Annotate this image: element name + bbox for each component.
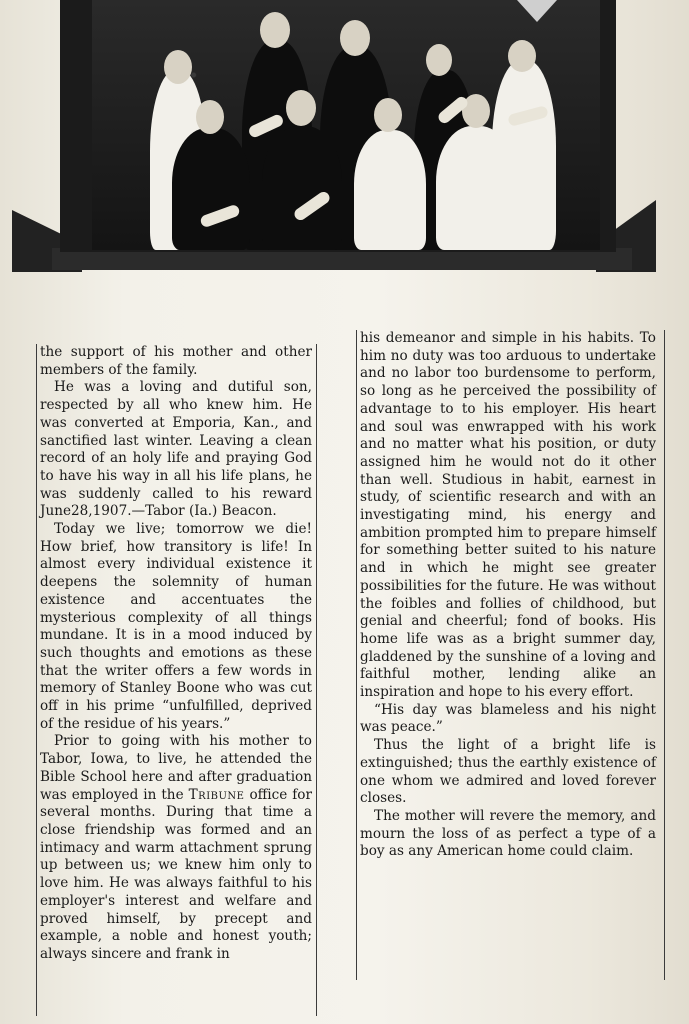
figure-head — [426, 44, 452, 76]
column-rule-right — [664, 330, 665, 980]
star-decoration-icon — [517, 0, 557, 22]
figure-boy-front — [172, 128, 250, 250]
figure-head — [260, 12, 290, 48]
obituary-left-column — [40, 344, 312, 964]
paragraph: his demeanor and simple in his habits. To him no duty was too arduous to undertake and no labor too burdensome to perform, so long as he perceived the possibility of advantage to to his employer. His heart and soul was enwrapped with his work and no matter what his position, or duty assigned him he would not do it other than well. Studious in habit, earnest in study, of scientific research and with an investigating mind, his energy and ambition prompted him to prepare himself for something better suited to his nature and in which he might see greater possibilities for the future. He was without the foibles and follies of childhood, but genial and cheerful; fond of books. His home life was as a bright summer day, gladdened by the sunshine of a loving and faithful mother, lending alike an inspiration and hope to his every effort. — [360, 330, 656, 701]
figure-head — [196, 100, 224, 134]
paragraph: the support of his mother and other members of the family. — [40, 344, 312, 378]
figure-head — [340, 20, 370, 56]
paragraph — [40, 733, 312, 963]
figure-head — [164, 50, 192, 84]
class-photograph — [12, 0, 656, 272]
paragraph-text: office for several months. During that time a close friendship was formed and an intimacy and warm attachment sprung up between us; we knew him only to love him. He was always faithful to his employer's interest and welfare and proved himself, by precept and example, a noble and honest youth; always sincere and frank in — [40, 786, 312, 962]
column-rule-center — [316, 344, 317, 1016]
column-rule-left — [36, 344, 37, 1016]
quote-paragraph: “His day was blameless and his night was peace.” — [360, 701, 656, 736]
paragraph: The mother will revere the memory, and mourn the loss of as perfect a type of a boy as any American home could claim. — [360, 807, 656, 860]
paragraph: He was a loving and dutiful son, respected by all who knew him. He was converted at Emporia, Kan., and sanctified last winter. Leaving a clean record of an holy life and praying God to have his way in all his life plans, he was suddenly called to his reward June28,1907.—Tabor (Ia.) Beacon. — [40, 379, 312, 520]
photo-image — [92, 0, 600, 250]
paragraph: Today we live; tomorrow we die! How brief, how transitory is life! In almost every individual existence it deepens the solemnity of human existence and accentuates the mysterious complexity of all things mundane. It is in a mood induced by such thoughts and emotions as these that the writer offers a few words in memory of Stanley Boone who was cut off in his prime “unfulfilled, deprived of the residue of his years.” — [40, 521, 312, 732]
figure-girl-front — [436, 126, 516, 250]
column-rule-middle — [356, 330, 357, 980]
paragraph: Thus the light of a bright life is extinguished; thus the earthly existence of one whom we admired and loved forever closes. — [360, 737, 656, 807]
figure-head — [286, 90, 316, 126]
figure-boy-front — [262, 126, 342, 250]
figure-girl-front — [354, 130, 426, 250]
figure-head — [508, 40, 536, 72]
obituary-right-column — [360, 330, 656, 861]
figure-head — [374, 98, 402, 132]
tribune-name: Tribune — [188, 786, 245, 803]
paragraph-text: Prior to going with his mother to Tabor, Iowa, to live, he attended the Bible School here and after graduation was employed in the — [40, 733, 312, 803]
